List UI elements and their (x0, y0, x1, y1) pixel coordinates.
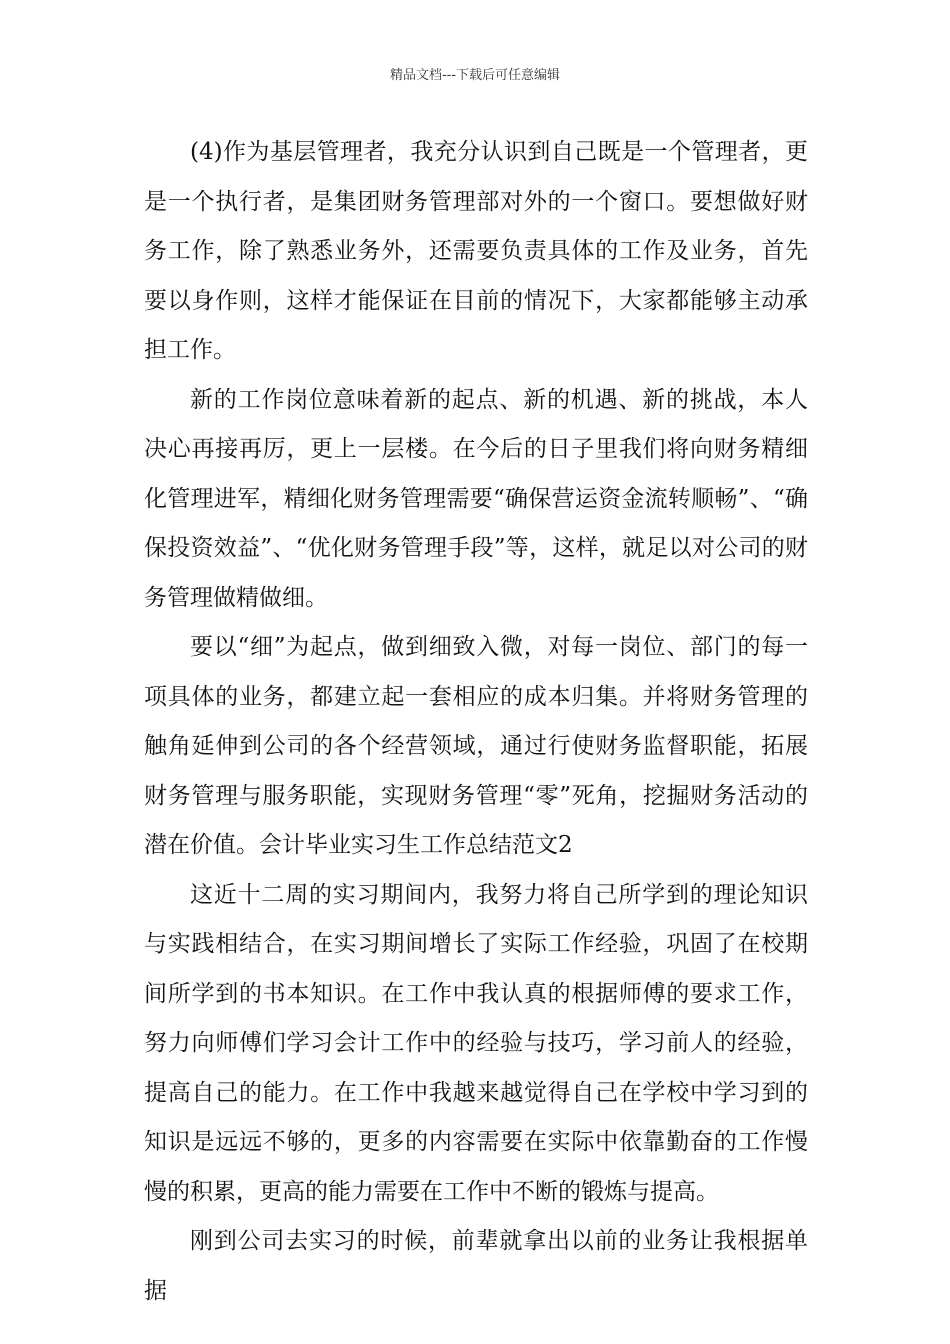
page-header: 精品文档---下载后可任意编辑 (389, 68, 561, 83)
paragraph-3: 要以“细”为起点，做到细致入微，对每一岗位、部门的每一项具体的业务，都建立起一套相应的成本归集。并将财务管理的触角延伸到公司的各个经营领域，通过行使财务监督职能，拓展财务管理与服务职能，实现财务管理“零”死角，挖掘财务活动的潜在价值。会计毕业实习生工作总结范文2 (144, 634, 808, 858)
document-body (144, 128, 808, 1316)
paragraph-5: 刚到公司去实习的时候，前辈就拿出以前的业务让我根据单据 (144, 1228, 808, 1304)
paragraph-2: 新的工作岗位意味着新的起点、新的机遇、新的挑战，本人决心再接再厉，更上一层楼。在今后的日子里我们将向财务精细化管理进军，精细化财务管理需要“确保营运资金流转顺畅”、“确保投资效益”、“优化财务管理手段”等，这样，就足以对公司的财务管理做精做细。 (144, 386, 808, 611)
paragraph-1: (4)作为基层管理者，我充分认识到自己既是一个管理者，更是一个执行者，是集团财务管理部对外的一个窗口。要想做好财务工作，除了熟悉业务外，还需要负责具体的工作及业务，首先要以身作则，这样才能保证在目前的情况下，大家都能够主动承担工作。 (144, 139, 808, 363)
paragraph-4: 这近十二周的实习期间内，我努力将自己所学到的理论知识与实践相结合，在实习期间增长了实际工作经验，巩固了在校期间所学到的书本知识。在工作中我认真的根据师傅的要求工作，努力向师傅们学习会计工作中的经验与技巧，学习前人的经验，提高自己的能力。在工作中我越来越觉得自己在学校中学习到的知识是远远不够的，更多的内容需要在实际中依靠勤奋的工作慢慢的积累，更高的能力需要在工作中不断的锻炼与提高。 (144, 881, 808, 1205)
